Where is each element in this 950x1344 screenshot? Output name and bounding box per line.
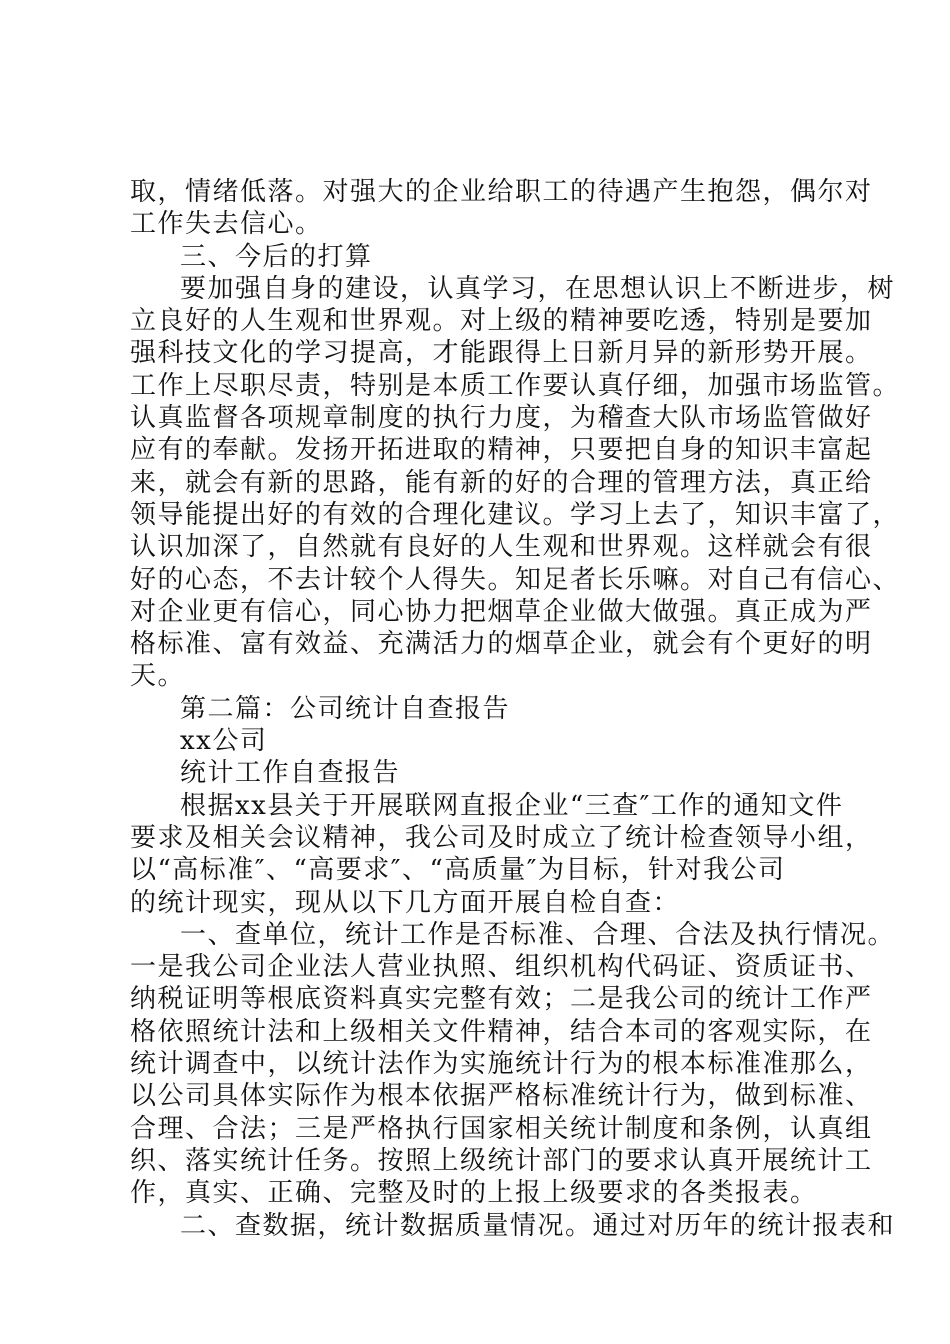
text-line: 领导能提出好的有效的合理化建议。学习上去了，知识丰富了， xyxy=(130,499,901,530)
company-name: xx公司 xyxy=(180,726,268,757)
text-line: 以“高标准″、“高要求″、“高质量″为目标，针对我公司 xyxy=(130,855,786,886)
report-title: 统计工作自查报告 xyxy=(180,758,401,789)
text-line: 要加强自身的建设，认真学习，在思想认识上不断进步，树 xyxy=(180,273,896,304)
text-line: 以公司具体实际作为根本依据严格标准统计行为，做到标准、 xyxy=(130,1081,873,1112)
text-line: 合理、合法；三是严格执行国家相关统计制度和条例，认真组 xyxy=(130,1113,873,1144)
text-line: 取，情绪低落。对强大的企业给职工的待遇产生抱怨，偶尔对 xyxy=(130,177,873,207)
document-body xyxy=(130,176,901,1242)
section-heading: 三、今后的打算 xyxy=(180,241,373,272)
text-line: 根据xx县关于开展联网直报企业“三查″工作的通知文件 xyxy=(180,790,844,821)
text-line: 作，真实、正确、完整及时的上报上级要求的各类报表。 xyxy=(130,1178,818,1209)
text-line: 格依照统计法和上级相关文件精神，结合本司的客观实际，在 xyxy=(130,1016,873,1047)
text-line: 格标准、富有效益、充满活力的烟草企业，就会有个更好的明 xyxy=(130,629,873,660)
text-line: 要求及相关会议精神，我公司及时成立了统计检查领导小组， xyxy=(130,822,873,853)
text-line: 统计调查中，以统计法作为实施统计行为的根本标准准那么， xyxy=(130,1049,873,1080)
text-line: 来，就会有新的思路，能有新的好的合理的管理方法，真正给 xyxy=(130,467,873,498)
text-line: 好的心态，不去计较个人得失。知足者长乐嘛。对自己有信心、 xyxy=(130,564,901,595)
text-line: 应有的奉献。发扬开拓进取的精神，只要把自身的知识丰富起 xyxy=(130,435,873,466)
text-line: 对企业更有信心，同心协力把烟草企业做大做强。真正成为严 xyxy=(130,596,873,627)
text-line: 织、落实统计任务。按照上级统计部门的要求认真开展统计工 xyxy=(130,1145,873,1176)
text-line: 天。 xyxy=(130,661,186,692)
text-line: 一是我公司企业法人营业执照、组织机构代码证、资质证书、 xyxy=(130,952,873,983)
text-line: 强科技文化的学习提高，才能跟得上日新月异的新形势开展。 xyxy=(130,338,873,369)
chapter-title: 第二篇：公司统计自查报告 xyxy=(180,693,511,724)
text-line: 工作上尽职尽责，特别是本质工作要认真仔细，加强市场监管。 xyxy=(130,370,901,401)
text-line: 纳税证明等根底资料真实完整有效；二是我公司的统计工作严 xyxy=(130,984,873,1015)
text-line: 的统计现实，现从以下几方面开展自检自查： xyxy=(130,887,681,918)
section-heading: 二、查数据，统计数据质量情况。通过对历年的统计报表和 xyxy=(180,1210,896,1241)
text-line: 立良好的人生观和世界观。对上级的精神要吃透，特别是要加 xyxy=(130,306,873,337)
text-line: 工作失去信心。 xyxy=(130,209,323,240)
section-heading: 一、查单位，统计工作是否标准、合理、合法及执行情况。 xyxy=(180,919,896,950)
text-line: 认真监督各项规章制度的执行力度，为稽查大队市场监管做好 xyxy=(130,403,873,434)
text-line: 认识加深了，自然就有良好的人生观和世界观。这样就会有很 xyxy=(130,532,873,563)
